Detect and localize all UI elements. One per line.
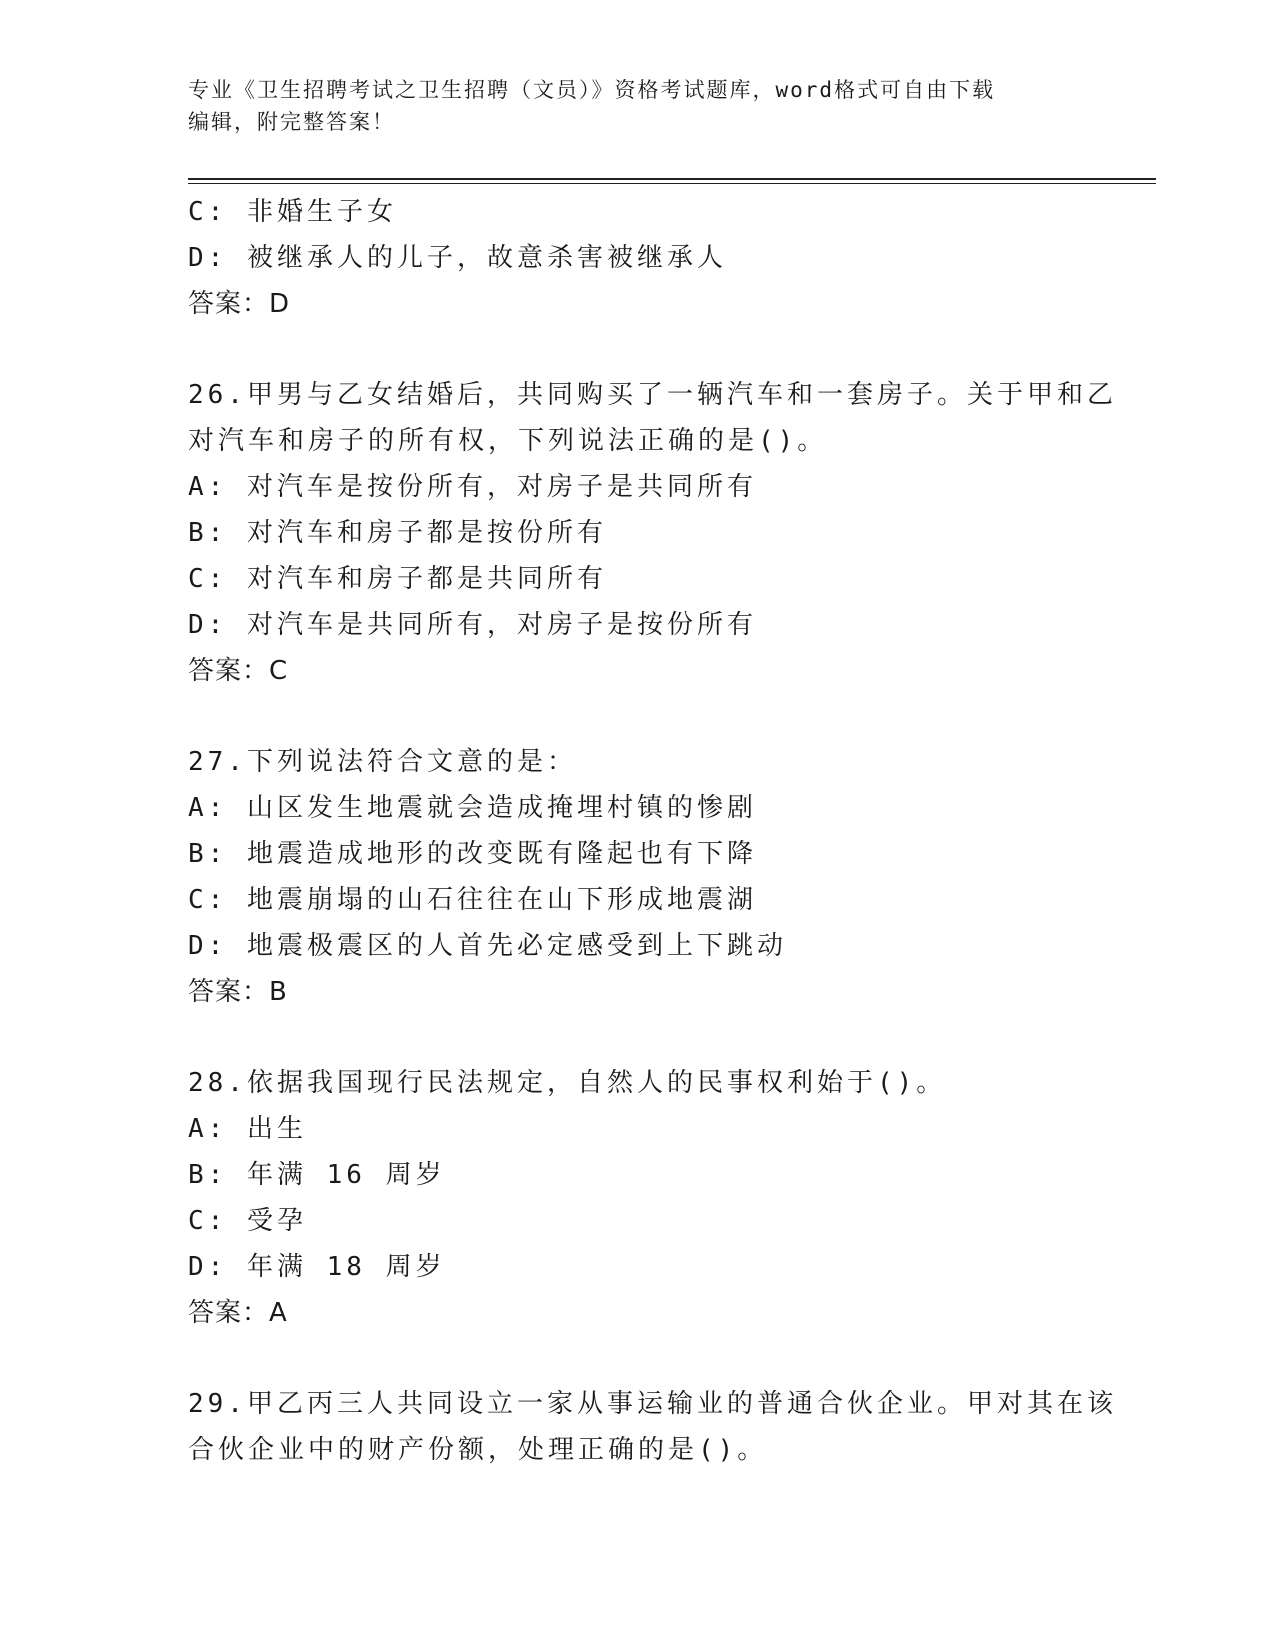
option-d: D: 被继承人的儿子，故意杀害被继承人: [188, 243, 727, 273]
question-stem-line-1: 27.下列说法符合文意的是：: [188, 747, 577, 777]
question-list: [188, 189, 1117, 1473]
answer-label: 答案：B: [188, 977, 288, 1007]
question-27: [188, 739, 1088, 1015]
header-divider-thick: [188, 178, 1156, 180]
option-d: D: 对汽车是共同所有，对房子是按份所有: [188, 610, 757, 640]
option-c: C: 非婚生子女: [188, 197, 397, 227]
option-b: B: 对汽车和房子都是按份所有: [188, 518, 607, 548]
option-d: D: 地震极震区的人首先必定感受到上下跳动: [188, 931, 787, 961]
question-29: [188, 1381, 1117, 1473]
header-line-1: 专业《卫生招聘考试之卫生招聘（文员）》资格考试题库，word格式可自由下载: [188, 78, 996, 102]
option-c: C: 对汽车和房子都是共同所有: [188, 564, 607, 594]
question-stem-line-1: 29.甲乙丙三人共同设立一家从事运输业的普通合伙企业。甲对其在该: [188, 1389, 1117, 1419]
question-26: [188, 372, 1117, 694]
answer-label: 答案：D: [188, 289, 291, 319]
question-25-tail: [188, 189, 1088, 327]
header-line-2: 编辑，附完整答案！: [188, 110, 395, 134]
question-stem-line-1: 28.依据我国现行民法规定，自然人的民事权利始于()。: [188, 1068, 947, 1098]
option-a: A: 对汽车是按份所有，对房子是共同所有: [188, 472, 757, 502]
option-a: A: 山区发生地震就会造成掩埋村镇的惨剧: [188, 793, 757, 823]
option-c: C: 地震崩塌的山石往往在山下形成地震湖: [188, 885, 757, 915]
option-b: B: 地震造成地形的改变既有隆起也有下降: [188, 839, 757, 869]
option-a: A: 出生: [188, 1114, 307, 1144]
answer-label: 答案：A: [188, 1298, 288, 1328]
question-stem-line-2: 合伙企业中的财产份额，处理正确的是()。: [188, 1435, 768, 1465]
header-divider-thin: [188, 183, 1156, 184]
question-28: [188, 1060, 1088, 1336]
question-stem-line-2: 对汽车和房子的所有权，下列说法正确的是()。: [188, 426, 828, 456]
answer-label: 答案：C: [188, 656, 289, 686]
option-d: D: 年满 18 周岁: [188, 1252, 446, 1282]
question-stem-line-1: 26.甲男与乙女结婚后，共同购买了一辆汽车和一套房子。关于甲和乙: [188, 380, 1117, 410]
option-c: C: 受孕: [188, 1206, 307, 1236]
document-header: [188, 74, 1088, 138]
option-b: B: 年满 16 周岁: [188, 1160, 446, 1190]
